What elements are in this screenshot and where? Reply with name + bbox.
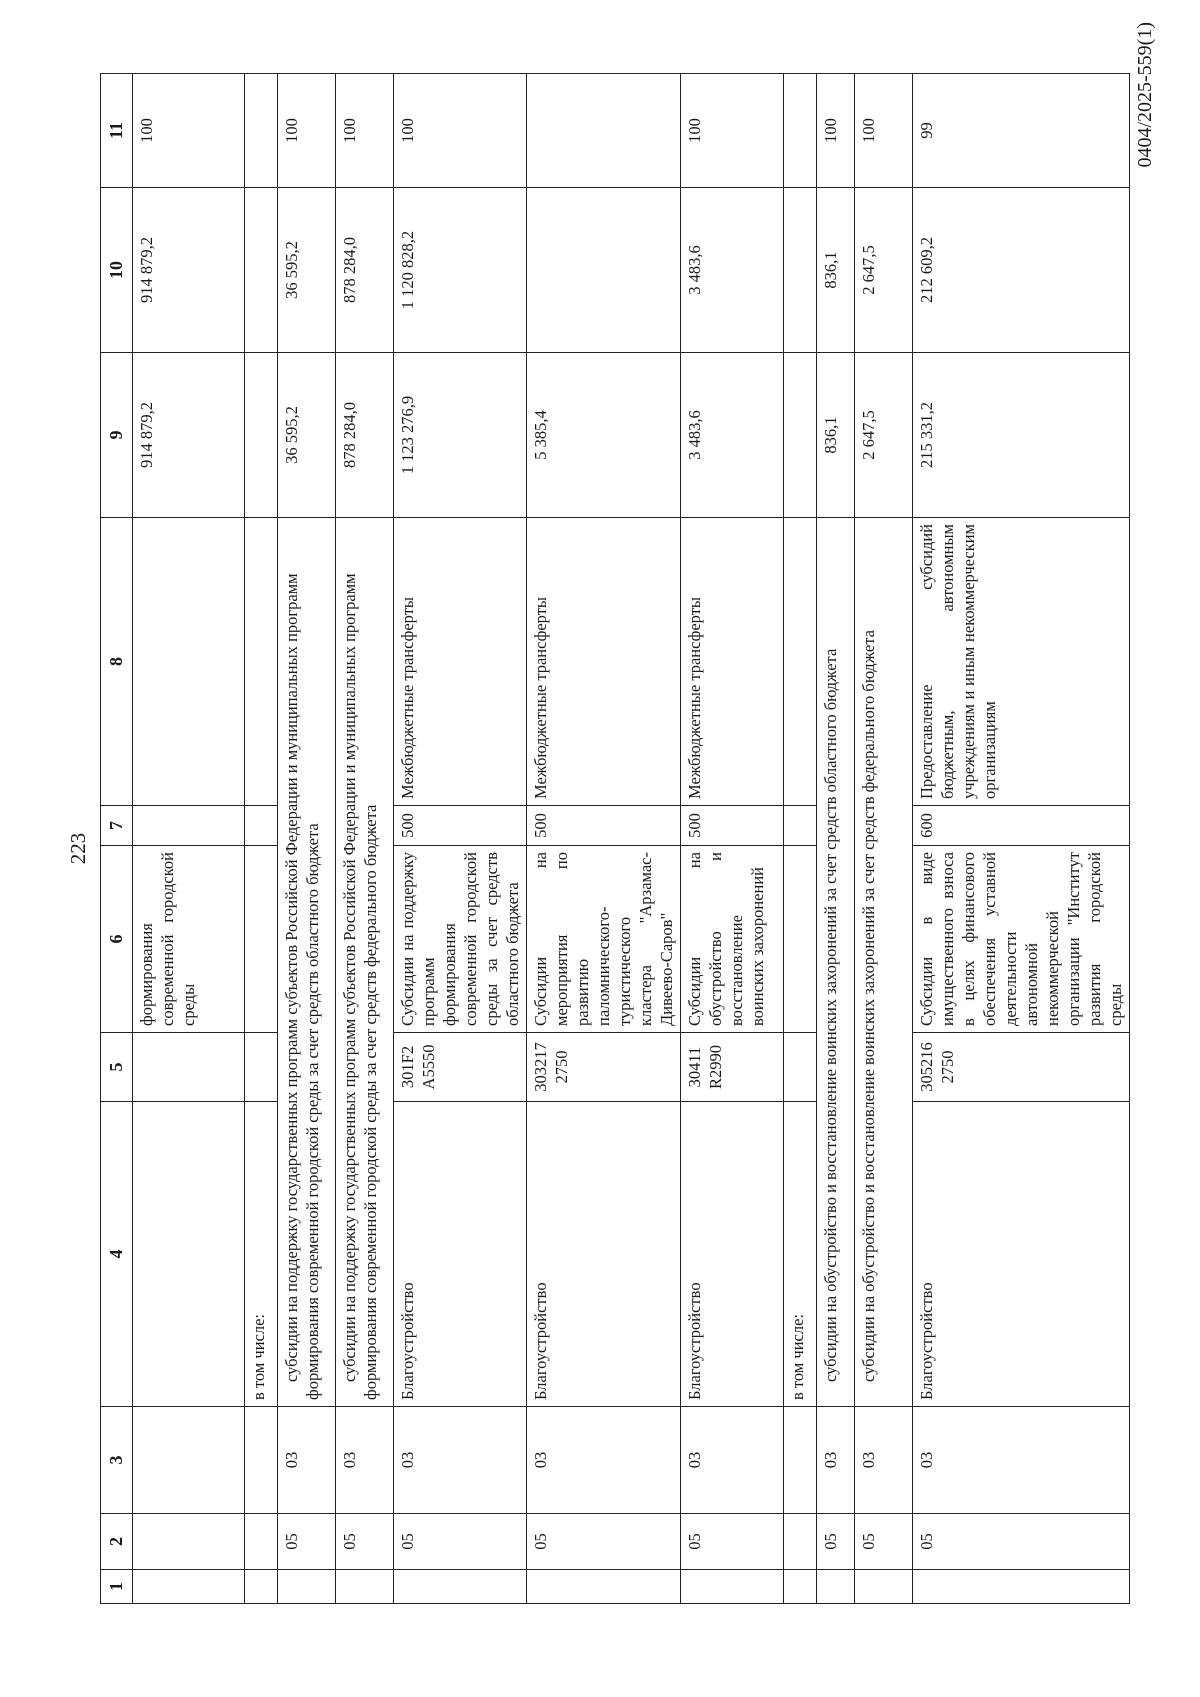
actual-amount: 36 595,2 (278, 188, 336, 353)
header-cell: 8 (101, 518, 133, 806)
planned-amount: 2 647,5 (855, 353, 913, 518)
actual-amount (245, 188, 278, 353)
table-row (527, 74, 681, 1604)
table-row (817, 74, 855, 1604)
section-code: 05 (817, 1514, 855, 1570)
expense-type: 600 (913, 806, 1130, 846)
item-name: в том числе: (784, 1102, 817, 1407)
expense-type: 500 (681, 806, 784, 846)
description: Субсидии на мероприятия по развитию паломнического-туристического кластера "Арзамас-Дивеево-Саров" (527, 846, 681, 1033)
actual-amount: 2 647,5 (855, 188, 913, 353)
subsection-code: 03 (278, 1407, 336, 1514)
header-cell: 2 (101, 1514, 133, 1570)
page-number: 223 (66, 832, 90, 865)
actual-amount (527, 188, 681, 353)
actual-amount (784, 188, 817, 353)
description (784, 846, 817, 1033)
percent: 100 (278, 74, 336, 188)
table-header-row (101, 74, 133, 1604)
expense-name: Межбюджетные трансферты (394, 518, 527, 806)
item-name: Благоустройство (913, 1102, 1130, 1407)
description (245, 846, 278, 1033)
section-code: 05 (278, 1514, 336, 1570)
expense-type (784, 806, 817, 846)
document-code: 0404/2025-559(1) (1134, 22, 1156, 168)
item-name (133, 1102, 245, 1407)
header-cell: 5 (101, 1033, 133, 1102)
budget-table (100, 73, 1130, 1604)
section-code: 05 (394, 1514, 527, 1570)
subsection-code: 03 (527, 1407, 681, 1514)
planned-amount: 36 595,2 (278, 353, 336, 518)
target-code (245, 1033, 278, 1102)
planned-amount: 215 331,2 (913, 353, 1130, 518)
table-row (681, 74, 784, 1604)
item-name: Благоустройство (681, 1102, 784, 1407)
section-code (133, 1514, 245, 1570)
header-cell: 6 (101, 846, 133, 1033)
expense-name (245, 518, 278, 806)
subsidy-description: субсидии на обустройство и восстановление воинских захоронений за счет средств областного бюджета (817, 518, 855, 1407)
section-code (784, 1514, 817, 1570)
percent: 100 (394, 74, 527, 188)
table-row (855, 74, 913, 1604)
planned-amount: 836,1 (817, 353, 855, 518)
expense-name (133, 518, 245, 806)
expense-name (784, 518, 817, 806)
actual-amount: 914 879,2 (133, 188, 245, 353)
header-cell: 1 (101, 1570, 133, 1604)
subsidy-description: субсидии на обустройство и восстановление воинских захоронений за счет средств федерального бюджета (855, 518, 913, 1407)
percent (245, 74, 278, 188)
header-cell: 4 (101, 1102, 133, 1407)
subsection-code: 03 (817, 1407, 855, 1514)
section-code: 05 (855, 1514, 913, 1570)
header-cell: 7 (101, 806, 133, 846)
percent (527, 74, 681, 188)
expense-type (245, 806, 278, 846)
percent: 100 (681, 74, 784, 188)
actual-amount: 836,1 (817, 188, 855, 353)
planned-amount: 878 284,0 (336, 353, 394, 518)
header-cell: 3 (101, 1407, 133, 1514)
expense-name: Предоставление субсидий бюджетным, автономным учреждениям и иным некоммерческим организациям (913, 518, 1130, 806)
table-row (913, 74, 1130, 1604)
planned-amount (784, 353, 817, 518)
planned-amount: 1 123 276,9 (394, 353, 527, 518)
subsection-code: 03 (681, 1407, 784, 1514)
table-row (245, 74, 278, 1604)
header-cell: 10 (101, 188, 133, 353)
expense-type: 500 (394, 806, 527, 846)
subsection-code: 03 (913, 1407, 1130, 1514)
section-code: 05 (913, 1514, 1130, 1570)
percent: 100 (855, 74, 913, 188)
table-row (278, 74, 336, 1604)
actual-amount: 212 609,2 (913, 188, 1130, 353)
target-code: 301F2 A5550 (394, 1033, 527, 1102)
item-name: в том числе: (245, 1102, 278, 1407)
item-name: Благоустройство (527, 1102, 681, 1407)
section-code: 05 (681, 1514, 784, 1570)
target-code: 30411 R2990 (681, 1033, 784, 1102)
table-row (133, 74, 245, 1604)
section-code: 05 (527, 1514, 681, 1570)
subsidy-description: субсидии на поддержку государственных программ субъектов Российской Федерации и муниципальных программ формирования современной городской среды за счет средств областного бюджета (278, 518, 336, 1407)
planned-amount (245, 353, 278, 518)
expense-name: Межбюджетные трансферты (527, 518, 681, 806)
header-cell: 11 (101, 74, 133, 188)
table-row (336, 74, 394, 1604)
table-row (394, 74, 527, 1604)
percent: 100 (336, 74, 394, 188)
target-code: 305216 2750 (913, 1033, 1130, 1102)
target-code (784, 1033, 817, 1102)
subsection-code: 03 (336, 1407, 394, 1514)
expense-type (133, 806, 245, 846)
section-code: 05 (336, 1514, 394, 1570)
percent (784, 74, 817, 188)
target-code: 303217 2750 (527, 1033, 681, 1102)
section-code (245, 1514, 278, 1570)
description: Субсидии на обустройство и восстановление воинских захоронений (681, 846, 784, 1033)
planned-amount: 5 385,4 (527, 353, 681, 518)
actual-amount: 3 483,6 (681, 188, 784, 353)
table-row (784, 74, 817, 1604)
percent: 100 (817, 74, 855, 188)
subsection-code: 03 (394, 1407, 527, 1514)
actual-amount: 1 120 828,2 (394, 188, 527, 353)
percent: 99 (913, 74, 1130, 188)
percent: 100 (133, 74, 245, 188)
planned-amount: 3 483,6 (681, 353, 784, 518)
actual-amount: 878 284,0 (336, 188, 394, 353)
subsection-code (133, 1407, 245, 1514)
subsection-code (784, 1407, 817, 1514)
expense-name: Межбюджетные трансферты (681, 518, 784, 806)
item-name: Благоустройство (394, 1102, 527, 1407)
subsection-code (245, 1407, 278, 1514)
subsidy-description: субсидии на поддержку государственных программ субъектов Российской Федерации и муниципальных программ формирования современной городской среды за счет средств федерального бюджета (336, 518, 394, 1407)
subsection-code: 03 (855, 1407, 913, 1514)
description: формирования современной городской среды (133, 846, 245, 1033)
description: Субсидии на поддержку программ формирования современной городской среды за счет средств областного бюджета (394, 846, 527, 1033)
description: Субсидии в виде имущественного взноса в целях финансового обеспечения уставной деятельности автономной некоммерческой организации "Институт развития городской среды (913, 846, 1130, 1033)
planned-amount: 914 879,2 (133, 353, 245, 518)
target-code (133, 1033, 245, 1102)
expense-type: 500 (527, 806, 681, 846)
header-cell: 9 (101, 353, 133, 518)
